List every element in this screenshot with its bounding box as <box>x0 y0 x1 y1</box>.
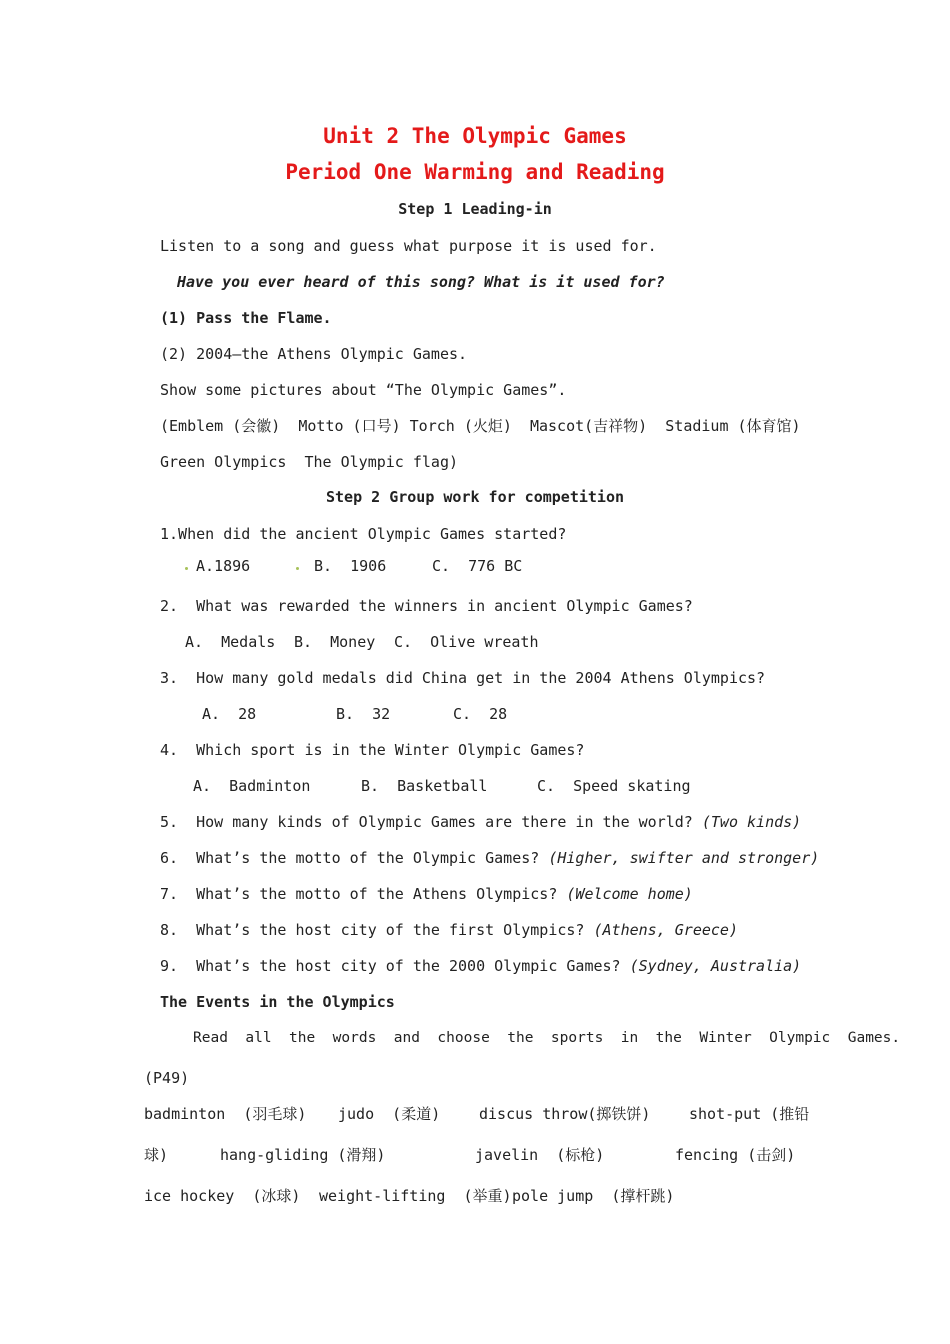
question-7 <box>160 884 693 904</box>
question-text: 8. What’s the host city of the first Olympics? <box>160 921 585 939</box>
answer-text: (Sydney, Australia) <box>629 957 802 975</box>
question-text: 7. What’s the motto of the Athens Olympics? <box>160 885 558 903</box>
step1-list-line1: (Emblem (会徽) Motto (口号) Torch (火炬) Mascot(吉祥物) Stadium (体育馆) <box>160 417 801 435</box>
step1-item2: (2) 2004—the Athens Olympic Games. <box>160 345 468 363</box>
question-9 <box>160 956 801 976</box>
step2-heading: Step 2 Group work for competition <box>325 488 624 506</box>
q2-option-a: A. Medals <box>185 633 276 651</box>
step1-item1: (1) Pass the Flame. <box>160 309 332 327</box>
q3-option-b: B. 32 <box>336 705 391 723</box>
vocab-javelin: javelin (标枪) <box>475 1146 605 1164</box>
question-1: 1.When did the ancient Olympic Games started? <box>160 525 567 543</box>
page-title-line2: Period One Warming and Reading <box>285 160 665 184</box>
vocab-ice-hockey: ice hockey (冰球) <box>144 1187 301 1205</box>
question-6 <box>160 848 819 868</box>
q2-option-c: C. Olive wreath <box>394 633 539 651</box>
vocab-pole-jump: pole jump (撑杆跳) <box>512 1187 675 1205</box>
answer-text: (Welcome home) <box>566 885 693 903</box>
vocab-shotput: shot-put (推铅 <box>689 1105 810 1123</box>
q2-option-b: B. Money <box>294 633 376 651</box>
question-3: 3. How many gold medals did China get in the 2004 Athens Olympics? <box>160 669 766 687</box>
step1-question: Have you ever heard of this song? What is it used for? <box>177 273 665 291</box>
step1-heading: Step 1 Leading-in <box>398 200 552 218</box>
page-title-line1: Unit 2 The Olympic Games <box>323 124 627 148</box>
answer-text: (Higher, swifter and stronger) <box>548 849 820 867</box>
question-4: 4. Which sport is in the Winter Olympic Games? <box>160 741 585 759</box>
question-text: 9. What’s the host city of the 2000 Olympic Games? <box>160 957 621 975</box>
events-heading: The Events in the Olympics <box>160 993 395 1011</box>
step1-pictures: Show some pictures about “The Olympic Games”. <box>160 381 567 399</box>
vocab-discus: discus throw(掷铁饼) <box>479 1105 651 1123</box>
decorative-dot <box>185 567 188 570</box>
question-8 <box>160 920 738 940</box>
q1-option-a: A.1896 <box>196 557 251 575</box>
answer-text: (Athens, Greece) <box>593 921 738 939</box>
q4-option-a: A. Badminton <box>193 777 311 795</box>
answer-text: (Two kinds) <box>701 813 802 831</box>
step1-intro: Listen to a song and guess what purpose it is used for. <box>160 237 657 255</box>
q1-option-b: B. 1906 <box>314 557 387 575</box>
events-instruction: Read all the words and choose the sports in the Winter Olympic Games. <box>193 1030 901 1046</box>
q3-option-c: C. 28 <box>453 705 508 723</box>
vocab-hang-gliding: hang-gliding (滑翔) <box>220 1146 386 1164</box>
question-text: 5. How many kinds of Olympic Games are there in the world? <box>160 813 693 831</box>
question-2: 2. What was rewarded the winners in ancient Olympic Games? <box>160 597 693 615</box>
vocab-shotput-cont: 球) <box>144 1146 169 1164</box>
vocab-fencing: fencing (击剑) <box>675 1146 796 1164</box>
q4-option-c: C. Speed skating <box>537 777 691 795</box>
step1-list-line2: Green Olympics The Olympic flag) <box>160 453 459 471</box>
events-page-ref: (P49) <box>144 1069 190 1087</box>
vocab-badminton: badminton (羽毛球) <box>144 1105 307 1123</box>
vocab-judo: judo (柔道) <box>338 1105 441 1123</box>
decorative-dot <box>296 567 299 570</box>
q3-option-a: A. 28 <box>202 705 257 723</box>
question-text: 6. What’s the motto of the Olympic Games? <box>160 849 540 867</box>
q1-option-c: C. 776 BC <box>432 557 523 575</box>
vocab-weight-lifting: weight-lifting (举重) <box>319 1187 512 1205</box>
question-5 <box>160 812 801 832</box>
q4-option-b: B. Basketball <box>361 777 488 795</box>
